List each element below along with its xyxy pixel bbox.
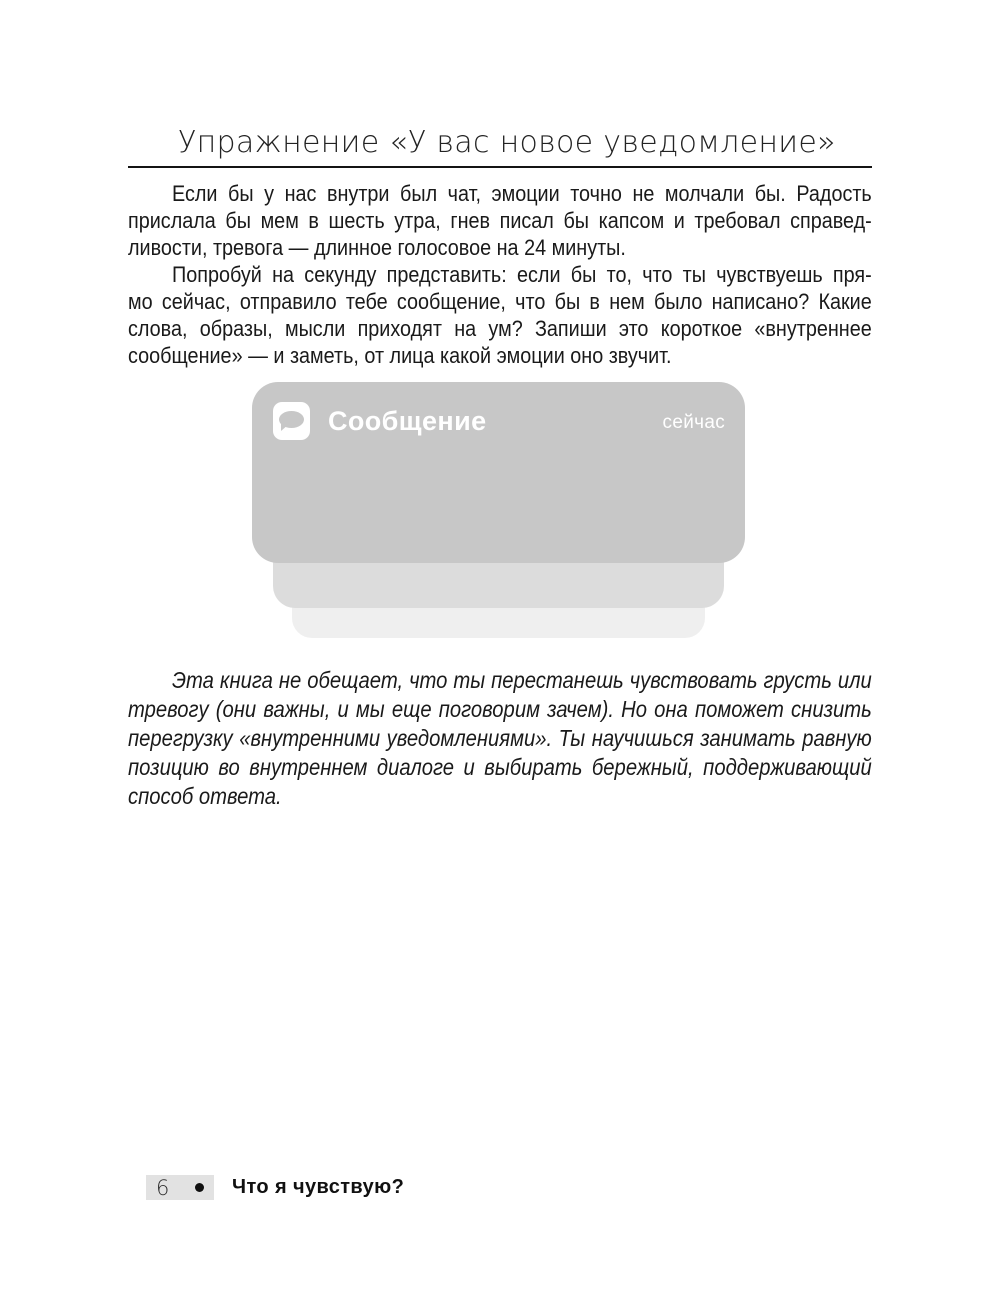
text-line: Если бы у нас внутри был чат, эмоции точно не молчали бы. Радость xyxy=(172,181,872,206)
text-line: сообщение» — и заметь, от лица какой эмоции оно звучит. xyxy=(128,343,672,368)
text-line: ливости, тревога — длинное голосовое на 24 минуты. xyxy=(128,235,626,260)
text-line: тревогу (они важны, и мы еще поговорим зачем). Но она поможет снизить xyxy=(128,696,872,722)
page-number-band xyxy=(146,1175,214,1200)
title-underline xyxy=(128,166,872,168)
notification-card xyxy=(252,382,745,563)
chat-bubble-icon xyxy=(273,402,310,440)
text-line: прислала бы мем в шесть утра, гнев писал бы капсом и требовал справед- xyxy=(128,208,872,233)
page-footer xyxy=(146,1175,404,1200)
text-line: Попробуй на секунду представить: если бы то, что ты чувствуешь пря- xyxy=(172,262,872,287)
page-number: 6 xyxy=(156,1175,170,1200)
notification-app-name: Сообщение xyxy=(328,405,487,436)
notification-stack xyxy=(252,382,745,638)
text-line: позицию во внутреннем диалоге и выбирать бережный, поддерживающий xyxy=(128,754,872,780)
text-line: перегрузку «внутренними уведомлениями». Ты научишься занимать равную xyxy=(128,725,872,751)
exercise-heading xyxy=(128,126,872,168)
text-line: Эта книга не обещает, что ты перестанешь чувствовать грусть или xyxy=(172,667,872,693)
text-line: слова, образы, мысли приходят на ум? Запиши это короткое «внутреннее xyxy=(128,316,872,341)
bullet-icon xyxy=(195,1183,204,1192)
paragraph xyxy=(128,180,872,261)
italic-note xyxy=(128,666,872,811)
body-text xyxy=(128,180,872,369)
notification-time: сейчас xyxy=(662,411,725,433)
paragraph xyxy=(128,666,872,811)
section-title: Что я чувствую? xyxy=(232,1176,405,1198)
text-line: способ ответа. xyxy=(128,783,282,809)
page-title: Упражнение «У вас новое уведомление» xyxy=(178,125,836,160)
text-line: мо сейчас, отправило тебе сообщение, что бы в нем было написано? Какие xyxy=(128,289,872,314)
notification-header xyxy=(252,382,745,440)
paragraph xyxy=(128,261,872,369)
